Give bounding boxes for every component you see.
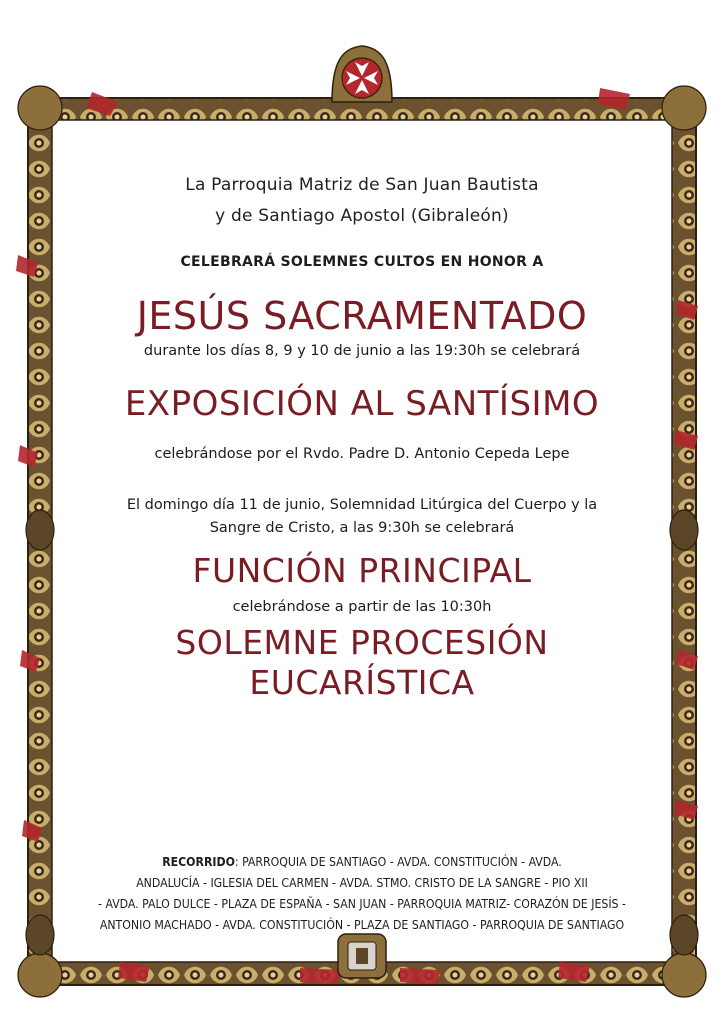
route-line-1: RECORRIDO: PARROQUIA DE SANTIAGO - AVDA. CONSTITUCIÓN - AVDA. [162, 855, 562, 869]
schedule-exposicion: durante los días 8, 9 y 10 de junio a las 19:30h se celebrará [143, 343, 581, 359]
celebrant-line: celebrándose por el Rvdo. Padre D. Antonio Cepeda Lepe [154, 446, 570, 462]
sunday-line-2: Sangre de Cristo, a las 9:30h se celebrará [209, 520, 515, 536]
parish-line-2: y de Santiago Apostol (Gibraleón) [215, 206, 509, 226]
title-jesus-sacramentado: JESÚS SACRAMENTADO [136, 294, 588, 338]
announcement: CELEBRARÁ SOLEMNES CULTOS EN HONOR A [180, 254, 544, 270]
crest-icon [334, 930, 390, 982]
route-section [60, 852, 664, 936]
parish-name [60, 170, 664, 232]
title-exposicion: EXPOSICIÓN AL SANTÍSIMO [124, 384, 600, 424]
poster-content [60, 170, 664, 703]
procession-time: celebrándose a partir de las 10:30h [232, 599, 492, 615]
route-line-2: ANDALUCÍA - IGLESIA DEL CARMEN - AVDA. STMO. CRISTO DE LA SANGRE - PIO XII [136, 876, 588, 890]
maltese-cross-icon [322, 42, 402, 114]
title-procesion-2: EUCARÍSTICA [249, 663, 475, 702]
title-procesion-1: SOLEMNE PROCESIÓN [175, 623, 549, 662]
route-label: RECORRIDO [162, 855, 235, 869]
parish-line-1: La Parroquia Matriz de San Juan Bautista [185, 175, 539, 195]
route-line-4: ANTONIO MACHADO - AVDA. CONSTITUCIÓN - PLAZA DE SANTIAGO - PARROQUIA DE SANTIAGO [99, 918, 625, 932]
sunday-line-1: El domingo día 11 de junio, Solemnidad Litúrgica del Cuerpo y la [126, 497, 598, 513]
title-funcion-principal: FUNCIÓN PRINCIPAL [192, 551, 532, 590]
route-line-3: - AVDA. PALO DULCE - PLAZA DE ESPAÑA - SAN JUAN - PARROQUIA MATRIZ- CORAZÓN DE JESÍS - [98, 897, 626, 911]
